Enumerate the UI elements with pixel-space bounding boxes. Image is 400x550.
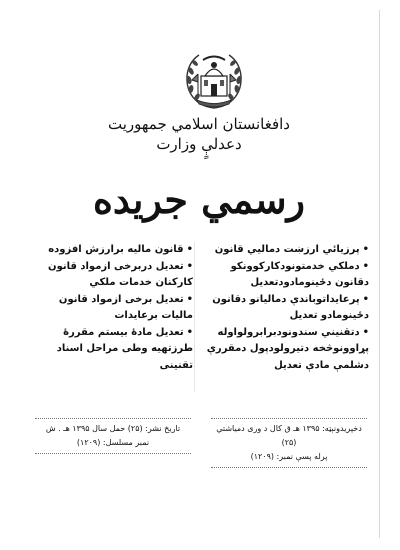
list-item: •دتقنيني سندونودبرابرولواوله پړاوونوڅخه دتيرولودپول دمقررې دشلمې مادې تعديل [206,326,369,371]
list-item: •دملکي خدمتونودکارکوونکو دقانون دځينومادودتعديل [230,260,369,288]
publication-date: تاريخ نشر: (۲۵) حمل سال ۱۳۹۵ هـ . ش [45,424,181,433]
footer-divider [211,418,367,419]
afghanistan-coat-of-arms-icon [181,50,247,112]
serial-number: نمبر مسلسل: (۱۲۰۹) [76,438,150,447]
contents-dari [29,242,193,374]
list-item: •پرزيائي ارزښت دماليي قانون [214,244,369,255]
list-item: •پرعايداتوباندې دماليانو دقانون دځينومادو تعديل [212,293,369,321]
gazette-title: رسمي جريده [93,177,305,222]
gazette-cover-page [18,10,380,538]
publication-date: دخپريدونېټه: ۱۳۹۵ هـ ق کال د وری دمياشتي (۲۵) [216,424,362,447]
publication-info-dari [35,418,191,457]
footer-divider [211,467,367,468]
list-item: •تعديل دربرخی ازمواد قانون كاركنان خدمات ملكي [48,260,193,288]
list-item: •تعديل برخی ازمواد قانون ماليات برعايدات [58,293,193,321]
ministry-name: دعدلېٍ وزارت [156,135,242,153]
list-item: •قانون ماليه برارزش افزوده [48,244,193,255]
list-item: •تعديل مادهٔ بيستم مقررهٔ طرزتهيه وطى مراحل اسناد تقنينى [56,326,193,371]
column-divider [194,242,195,392]
serial-number: پرله پسې نمبر: (۱۲۰۹) [250,452,328,461]
republic-name: دافغانستان اسلامي جمهوريت [107,115,290,133]
footer-divider [35,418,191,419]
contents-pashto [205,242,369,374]
footer-divider [35,453,191,454]
publication-info-pashto [211,418,367,471]
